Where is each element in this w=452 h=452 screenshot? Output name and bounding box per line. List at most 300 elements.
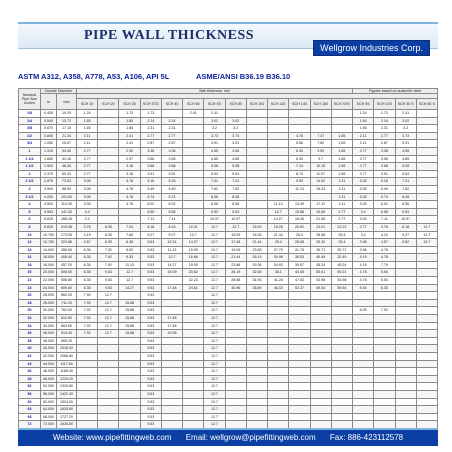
table-cell [183, 117, 204, 125]
table-cell [395, 299, 416, 307]
table-cell: 2.31 [374, 125, 395, 133]
table-cell [183, 307, 204, 315]
table-cell: 141.30 [57, 208, 77, 216]
table-cell: 17.48 [161, 322, 182, 330]
table-cell: 3.05 [77, 193, 98, 201]
table-cell: 30.000 [41, 307, 57, 315]
table-cell [395, 406, 416, 414]
table-cell: 20.62 [289, 223, 310, 231]
table-cell: 35.71 [310, 246, 331, 254]
table-cell: 9.53 [140, 353, 161, 361]
table-cell [331, 337, 352, 345]
table-cell: 7.82 [310, 140, 331, 148]
table-cell [161, 299, 182, 307]
table-cell: 3.05 [353, 201, 374, 209]
table-cell [289, 330, 310, 338]
table-cell [289, 413, 310, 421]
table-cell: 14.27 [268, 216, 289, 224]
table-cell: 12.7 [225, 223, 246, 231]
table-cell: 1.85 [119, 117, 140, 125]
table-cell: 5.54 [204, 170, 225, 178]
table-cell: 47.63 [289, 277, 310, 285]
nps-cell: 1 [19, 147, 41, 155]
table-cell [246, 337, 267, 345]
table-cell [268, 185, 289, 193]
table-cell: 7.62 [395, 185, 416, 193]
table-cell: 6.35 [289, 155, 310, 163]
table-cell: 12.7 [204, 269, 225, 277]
table-cell: 6.35 [77, 246, 98, 254]
table-cell [183, 337, 204, 345]
table-row [19, 231, 438, 239]
table-row [19, 193, 438, 201]
table-cell: 9.53 [140, 337, 161, 345]
table-cell: 2.87 [140, 140, 161, 148]
table-cell: 355.60 [57, 246, 77, 254]
table-cell: 9.53 [140, 254, 161, 262]
table-cell: 2.77 [77, 163, 98, 171]
table-cell: 2.11 [331, 185, 352, 193]
nps-cell: 5 [19, 208, 41, 216]
table-cell: 8.08 [395, 193, 416, 201]
nps-cell: 32 [19, 315, 41, 323]
table-cell: 40.49 [310, 254, 331, 262]
table-cell [310, 353, 331, 361]
table-cell [183, 132, 204, 140]
table-cell: 10.29 [57, 110, 77, 118]
table-cell: 3.18 [119, 170, 140, 178]
nps-cell: 72 [19, 421, 41, 429]
table-cell: 16.66 [183, 254, 204, 262]
table-cell [310, 125, 331, 133]
table-cell: 5.563 [41, 208, 57, 216]
table-cell: 762.00 [57, 307, 77, 315]
table-cell: 4.85 [225, 155, 246, 163]
table-cell: 30.96 [225, 284, 246, 292]
table-cell: 23.88 [225, 261, 246, 269]
table-cell: 42.16 [57, 155, 77, 163]
table-cell: 4.78 [119, 185, 140, 193]
nps-cell: 1 1/4 [19, 155, 41, 163]
nps-cell: 22 [19, 277, 41, 285]
table-cell: 2.11 [353, 132, 374, 140]
nps-cell: 4 [19, 201, 41, 209]
table-cell: 25.4 [289, 231, 310, 239]
table-cell [310, 368, 331, 376]
table-cell: 12.7 [204, 375, 225, 383]
table-cell [416, 345, 437, 353]
table-cell: 0.675 [41, 125, 57, 133]
table-cell: 12.7 [204, 322, 225, 330]
table-cell [246, 330, 267, 338]
table-cell: 12.7 [183, 231, 204, 239]
table-row [19, 390, 438, 398]
table-cell [374, 345, 395, 353]
table-cell: 5.74 [161, 193, 182, 201]
table-cell: 4.78 [119, 178, 140, 186]
table-cell [98, 132, 119, 140]
table-cell [395, 269, 416, 277]
table-cell [416, 201, 437, 209]
table-cell [395, 383, 416, 391]
table-cell: 10.750 [41, 231, 57, 239]
table-cell [416, 360, 437, 368]
table-cell: 1.660 [41, 155, 57, 163]
table-cell [331, 375, 352, 383]
table-cell [161, 110, 182, 118]
table-cell [246, 110, 267, 118]
table-cell: 7.04 [119, 223, 140, 231]
table-cell: 15.88 [119, 330, 140, 338]
table-cell [268, 406, 289, 414]
table-cell: 12.7 [98, 330, 119, 338]
table-cell [395, 368, 416, 376]
table-cell: 1727.20 [57, 413, 77, 421]
table-cell [353, 406, 374, 414]
table-cell: 2.31 [140, 125, 161, 133]
table-cell [353, 292, 374, 300]
table-cell [268, 413, 289, 421]
table-cell [246, 383, 267, 391]
table-cell: 9.53 [140, 421, 161, 429]
table-row [19, 185, 438, 193]
table-cell: 5.49 [161, 185, 182, 193]
nps-cell: 56 [19, 390, 41, 398]
table-cell: 2.87 [161, 140, 182, 148]
table-cell [98, 110, 119, 118]
table-cell [225, 292, 246, 300]
table-cell [183, 413, 204, 421]
table-cell: 9.53 [140, 330, 161, 338]
table-cell: 21.44 [268, 231, 289, 239]
table-row [19, 284, 438, 292]
table-cell: 4.85 [395, 155, 416, 163]
table-cell [416, 315, 437, 323]
table-cell: 1.65 [331, 132, 352, 140]
nps-cell: 3 [19, 185, 41, 193]
table-cell [161, 413, 182, 421]
astm-spec: ASTM A312, A358, A778, A53, A106, API 5L [18, 72, 170, 81]
table-cell [310, 413, 331, 421]
table-cell: 2.77 [353, 163, 374, 171]
table-cell: 965.20 [57, 337, 77, 345]
table-cell [98, 375, 119, 383]
table-cell: 12.7 [204, 246, 225, 254]
table-cell [268, 368, 289, 376]
table-cell: 42.000 [41, 353, 57, 361]
table-cell [331, 315, 352, 323]
table-cell: 3.4 [353, 231, 374, 239]
table-row [19, 125, 438, 133]
table-cell [310, 193, 331, 201]
table-cell: 44.45 [289, 269, 310, 277]
table-cell: 2.41 [119, 140, 140, 148]
table-cell [310, 345, 331, 353]
table-cell: 9.53 [140, 284, 161, 292]
table-cell [119, 413, 140, 421]
table-cell [331, 110, 352, 118]
table-cell [183, 140, 204, 148]
table-cell [246, 216, 267, 224]
table-cell [416, 170, 437, 178]
table-cell [268, 147, 289, 155]
table-cell: 1320.80 [57, 383, 77, 391]
table-cell: 0.840 [41, 132, 57, 140]
table-cell: 6.35 [353, 307, 374, 315]
table-cell: 24.000 [41, 284, 57, 292]
table-cell: 28.58 [310, 231, 331, 239]
table-cell [268, 390, 289, 398]
table-cell [183, 375, 204, 383]
table-cell [246, 125, 267, 133]
table-cell [98, 337, 119, 345]
nps-cell: 46 [19, 368, 41, 376]
table-cell: 7.01 [225, 178, 246, 186]
table-cell [246, 307, 267, 315]
table-cell [395, 345, 416, 353]
od-inch-header: in [41, 94, 57, 110]
table-cell: 2.77 [77, 155, 98, 163]
table-cell: 7.62 [204, 185, 225, 193]
table-cell: 7.92 [77, 299, 98, 307]
table-cell: 12.7 [204, 413, 225, 421]
page-title: PIPE WALL THICKNESS [84, 28, 255, 43]
table-cell: 2.77 [161, 132, 182, 140]
table-cell: 2.77 [77, 147, 98, 155]
table-cell: 88.90 [57, 185, 77, 193]
column-header: SCH 40 [161, 99, 182, 110]
nps-cell: 28 [19, 299, 41, 307]
table-row [19, 337, 438, 345]
table-cell [183, 178, 204, 186]
table-cell: 8.74 [289, 170, 310, 178]
table-cell: 3.38 [374, 147, 395, 155]
table-cell: 7.92 [77, 330, 98, 338]
table-cell [331, 345, 352, 353]
table-cell [246, 406, 267, 414]
table-row [19, 406, 438, 414]
table-cell: 8.56 [395, 201, 416, 209]
table-cell: 8.18 [395, 223, 416, 231]
table-cell [416, 163, 437, 171]
table-cell [225, 299, 246, 307]
table-cell: 72.000 [41, 421, 57, 429]
table-cell: 28.58 [225, 277, 246, 285]
table-row [19, 246, 438, 254]
table-cell: 12.7 [416, 239, 437, 247]
email-link[interactable]: Email: wellgrow@pipefittingweb.com [185, 433, 316, 442]
table-cell: 1016.00 [57, 345, 77, 353]
nps-cell: 20 [19, 269, 41, 277]
table-cell: 2.41 [395, 110, 416, 118]
table-cell: 1.315 [41, 147, 57, 155]
table-cell [246, 208, 267, 216]
table-cell [268, 170, 289, 178]
table-cell: 18.26 [289, 216, 310, 224]
nps-cell: 30 [19, 307, 41, 315]
nps-cell: 38 [19, 337, 41, 345]
table-cell: 7.11 [374, 216, 395, 224]
table-cell: 711.20 [57, 299, 77, 307]
table-cell: 21.95 [310, 216, 331, 224]
table-cell [331, 398, 352, 406]
table-cell [268, 345, 289, 353]
table-cell [268, 132, 289, 140]
table-cell [98, 413, 119, 421]
table-cell [416, 383, 437, 391]
table-cell [395, 337, 416, 345]
table-cell: 3.91 [225, 140, 246, 148]
table-cell [416, 398, 437, 406]
table-cell [310, 299, 331, 307]
table-cell [119, 360, 140, 368]
table-cell [374, 315, 395, 323]
table-cell [331, 368, 352, 376]
table-cell [395, 246, 416, 254]
table-cell: 3.4 [77, 208, 98, 216]
table-cell: 3.500 [41, 185, 57, 193]
table-cell: 7.92 [98, 246, 119, 254]
table-cell: 45.24 [331, 261, 352, 269]
table-cell: 2.77 [353, 170, 374, 178]
table-cell: 1.65 [353, 125, 374, 133]
table-cell [416, 140, 437, 148]
table-cell [119, 406, 140, 414]
table-cell: 14.27 [161, 261, 182, 269]
table-cell: 7.80 [119, 231, 140, 239]
table-cell [374, 322, 395, 330]
table-cell [374, 360, 395, 368]
table-cell [289, 353, 310, 361]
table-cell [246, 398, 267, 406]
table-cell: 12.7 [204, 421, 225, 429]
nps-cell: 64 [19, 406, 41, 414]
table-cell [246, 155, 267, 163]
table-cell: 3.91 [161, 170, 182, 178]
nps-cell: 1/2 [19, 132, 41, 140]
table-row [19, 315, 438, 323]
table-row [19, 360, 438, 368]
table-cell [119, 398, 140, 406]
nps-cell: 24 [19, 284, 41, 292]
table-cell: 15.88 [289, 208, 310, 216]
table-cell [416, 254, 437, 262]
table-cell [98, 125, 119, 133]
table-cell [246, 185, 267, 193]
table-cell: 39.67 [289, 261, 310, 269]
table-cell: 3.73 [204, 132, 225, 140]
table-cell: 4.55 [204, 147, 225, 155]
table-cell [246, 360, 267, 368]
table-cell [161, 353, 182, 361]
table-cell: 2.77 [353, 155, 374, 163]
table-cell: 3.91 [140, 170, 161, 178]
table-cell [183, 330, 204, 338]
table-cell: 4.78 [289, 132, 310, 140]
table-cell: 1.65 [331, 147, 352, 155]
table-cell: 9.53 [140, 315, 161, 323]
table-cell: 28.58 [289, 239, 310, 247]
table-cell: 9.09 [310, 147, 331, 155]
wall-thickness-table [18, 88, 438, 429]
table-cell [183, 163, 204, 171]
table-cell [416, 406, 437, 414]
table-cell [374, 299, 395, 307]
table-cell [289, 337, 310, 345]
table-cell: 3.2 [395, 125, 416, 133]
table-cell: 2.31 [161, 125, 182, 133]
table-cell [268, 117, 289, 125]
table-cell [183, 315, 204, 323]
table-cell: 1625.60 [57, 406, 77, 414]
table-cell: 15.24 [310, 185, 331, 193]
table-cell [183, 398, 204, 406]
table-cell: 59.54 [331, 284, 352, 292]
table-cell [161, 345, 182, 353]
table-cell: 73.03 [57, 178, 77, 186]
table-cell: 7.62 [225, 185, 246, 193]
table-cell [416, 375, 437, 383]
table-cell: 2.77 [353, 223, 374, 231]
table-row [19, 383, 438, 391]
table-row [19, 353, 438, 361]
table-cell [374, 353, 395, 361]
table-row [19, 261, 438, 269]
table-cell: 4.19 [353, 254, 374, 262]
table-cell [246, 201, 267, 209]
table-cell: 15.88 [119, 315, 140, 323]
table-cell [395, 413, 416, 421]
table-cell: 60.33 [57, 170, 77, 178]
table-cell: 9.53 [140, 299, 161, 307]
table-cell [161, 277, 182, 285]
table-cell [225, 322, 246, 330]
table-cell [416, 261, 437, 269]
table-cell [310, 292, 331, 300]
table-cell [77, 368, 98, 376]
table-cell [246, 117, 267, 125]
table-cell: 2.41 [183, 110, 204, 118]
table-cell: 15.09 [161, 269, 182, 277]
table-cell: 15.88 [119, 322, 140, 330]
table-cell [268, 178, 289, 186]
column-header: SCH 160 [310, 99, 331, 110]
table-cell: 0.405 [41, 110, 57, 118]
table-cell: 5.49 [374, 185, 395, 193]
table-cell: 4.500 [41, 201, 57, 209]
nps-cell: 2 1/2 [19, 178, 41, 186]
table-cell: 22.23 [331, 223, 352, 231]
nps-cell: 6 [19, 216, 41, 224]
table-cell: 7.11 [161, 216, 182, 224]
table-cell: 24.61 [183, 284, 204, 292]
table-cell [289, 322, 310, 330]
table-cell [374, 406, 395, 414]
table-cell [374, 398, 395, 406]
table-cell: 30.96 [268, 254, 289, 262]
table-row [19, 155, 438, 163]
table-cell: 10.31 [183, 223, 204, 231]
table-cell: 11.13 [289, 185, 310, 193]
table-cell: 12.7 [416, 231, 437, 239]
table-cell [374, 330, 395, 338]
table-cell [289, 406, 310, 414]
table-cell: 38.1 [268, 269, 289, 277]
table-cell: 2.87 [374, 140, 395, 148]
table-cell: 2.90 [119, 147, 140, 155]
table-cell: 5.16 [161, 178, 182, 186]
website-link[interactable]: Website: www.pipefittingweb.com [52, 433, 172, 442]
